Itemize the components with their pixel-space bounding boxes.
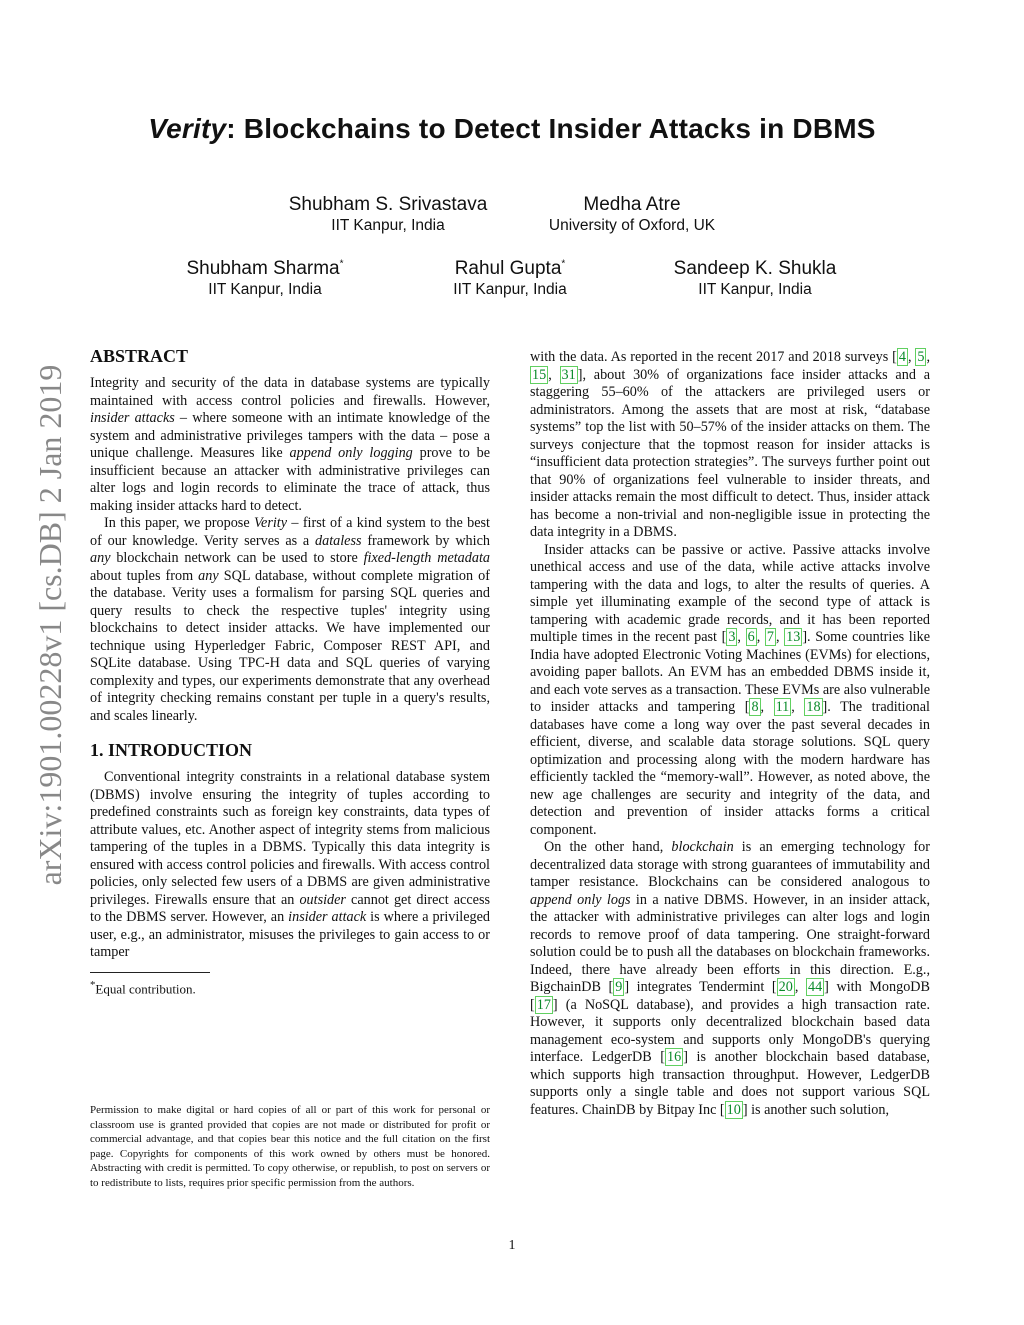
right-column (530, 349, 930, 1119)
author-block (160, 258, 370, 299)
title-italic: Verity (148, 113, 227, 144)
abstract-paragraph-1: Integrity and security of the data in database systems are typically maintained with access control policies and firewalls. However, insider attacks – where someone with an intimate knowledge of the system and administrative privileges tampers with the data – pose a unique challenge. Measures like append only logging prove to be insufficient because an attacker with administrative privileges can alter logs and login records to eliminate the trace of attack, thus making insider attacks hard to detect. (90, 375, 491, 514)
equal-contribution-mark: * (339, 258, 344, 270)
introduction-heading: 1. INTRODUCTION (90, 740, 253, 760)
author-affiliation: IIT Kanpur, India (208, 280, 322, 298)
author-affiliation: IIT Kanpur, India (331, 216, 445, 234)
footnote: *Equal contribution. (90, 978, 196, 996)
author-affiliation: IIT Kanpur, India (453, 280, 567, 298)
author-affiliation: IIT Kanpur, India (698, 280, 812, 298)
citation-link[interactable]: 9 (615, 979, 623, 995)
citation-link[interactable]: 31 (561, 366, 576, 383)
right-paragraph-2: Insider attacks can be passive or active. Passive attacks involve unethical access and use of the data, while active attacks involve tampering with the data and logs, to alter the results of queries. A simple yet illuminating example of the second type of attack is tampering with academic grade records, and it has been reported multiple times in the recent past [ 3 , 6 , 7 , 13 ]. Some countries like India have adopted Electronic Voting Machines (EVMs) for elections, avoiding paper ballots. An EVM has an embedded DBMS inside it, and each vote serves as a transaction. These EVMs are also vulnerable to insider attacks and tampering [ 8 , 11 , 18 ]. The traditional databases have come a long way over the past several decades in efficient, diverse, and scalable data storage solutions. SQL query optimization and processing along with the modern hardware has efficiently tackled the “memory-wall”. However, as noted above, the new age challenges are security and integrity of the data, and detection and prevention of insider attacks forms a critical component. (530, 541, 931, 838)
author-name: Shubham S. Srivastava (288, 194, 488, 215)
author-block (268, 194, 508, 235)
citation-link[interactable]: 13 (786, 629, 801, 645)
abstract-paragraph-2: In this paper, we propose Verity – first of a kind system to the best of our knowledge. Verity serves as a dataless framework by which any blockchain network can be used to store fixed-length metadata about tuples from any SQL database, without complete migration of the database. Verity uses a formalism for parsing SQL queries and query results to check the respective tuples' integrity using blockchains to detect insider attacks. We have implemented our technique using Hyperledger Fabric, Composer REST API, and SQLite database. Using TPC-H data and SQL queries of varying complexity and types, our experiments demonstrate that any overhead of integrity checking remains constant per tuple in a query's results, and scales linearly. (90, 515, 491, 724)
citation-link[interactable]: 3 (728, 629, 736, 645)
title-rest: : Blockchains to Detect Insider Attacks in DBMS (226, 113, 876, 144)
citation-link[interactable]: 16 (667, 1049, 682, 1065)
footnote-rule (90, 972, 210, 973)
author-block (420, 258, 600, 299)
citation-link[interactable]: 15 (532, 366, 547, 383)
author-name: Rahul Gupta (454, 258, 562, 279)
author-block (522, 194, 742, 235)
intro-paragraph-1: Conventional integrity constraints in a relational database system (DBMS) involve ensuring the integrity of tuples according to predefined constraints such as foreign key constraints, data types of attribute values, etc. Another aspect of integrity stems from malicious tampering of the tuples in a DBMS. Typically this data integrity is ensured with access control policies and firewalls. With access control policies, only selected few users of a DBMS are given administrative privileges. Firewalls ensure that an outsider cannot get direct access to the DBMS server. However, an insider attack is where a privileged user, e.g., an administrator, misuses the privileges to gain access to or tamper (90, 769, 491, 960)
author-block (650, 258, 860, 299)
citation-link[interactable]: 4 (898, 349, 906, 365)
citation-link[interactable]: 17 (536, 996, 551, 1013)
abstract-heading: ABSTRACT (90, 346, 189, 366)
citation-link[interactable]: 8 (751, 699, 759, 715)
author-name: Sandeep K. Shukla (673, 258, 837, 279)
citation-link[interactable]: 6 (747, 629, 755, 645)
equal-contribution-mark: * (561, 258, 566, 270)
left-column (90, 345, 490, 997)
page-number: 1 (508, 1238, 516, 1253)
author-name: Shubham Sharma (186, 258, 340, 279)
right-paragraph-1: with the data. As reported in the recent 2017 and 2018 surveys [ 4 , 5 , 15 , 31 ], about 30% of organizations face insider attacks and a staggering 55–60% of the attackers are privileged users or administrators. Among the assets that are most at risk, “database systems” top the list with 50–57% of the insider attacks on them. The surveys conjecture that the topmost reason for insider attacks is “insufficient data protection strategies”. The surveys further point out that 90% of organizations feel vulnerable to insider threats, and insider attacks remain the most difficult to detect. Thus, insider attack has become a non-trivial and non-negligible issue in protecting the data integrity in a DBMS. (530, 349, 931, 540)
right-paragraph-3: On the other hand, blockchain is an emerging technology for decentralized data storage with strong guarantees of immutability and tamper resistance. Blockchains can be considered analogous to append only logs in a native DBMS. However, in an insider attack, the attacker with administrative privileges can alter logs and login records to remove proof of data tampering. One straight-forward solution could be to push all the databases on blockchain frameworks. Indeed, there have already been efforts in this direction. E.g., BigchainDB [ 9 ] integrates Tendermint [ 20 , 44 ] with MongoDB [ 17 ] (a NoSQL database), and provides a high transaction rate. However, it supports only decentralized blockchain based data management eco-system and supports only MongoDB's querying interface. LedgerDB [ 16 ] is another blockchain based database, which supports high transaction throughput. However, LedgerDB supports only a single table and does not support various SQL features. ChainDB by Bitpay Inc [ 10 ] is another such solution, (530, 839, 931, 1118)
paper-title (0, 113, 1024, 145)
author-affiliation: University of Oxford, UK (548, 216, 716, 234)
citation-link[interactable]: 44 (807, 979, 823, 995)
citation-link[interactable]: 5 (917, 349, 925, 365)
citation-link[interactable]: 20 (778, 979, 793, 995)
permission-notice: Permission to make digital or hard copies of all or part of this work for personal or classroom use is granted provided that copies are not made or distributed for profit or commercial advantage, and that copies bear this notice and the full citation on the first page. Copyrights for components of this work owned by others must be honored. Abstracting with credit is permitted. To copy otherwise, or republish, to post on servers or to redistribute to lists, requires prior specific permission from the authors. (90, 1104, 490, 1189)
arxiv-stamp: arXiv:1901.00228v1 [cs.DB] 2 Jan 2019 (32, 364, 68, 886)
author-name: Medha Atre (583, 194, 681, 215)
citation-link[interactable]: 11 (775, 699, 790, 715)
citation-link[interactable]: 7 (766, 629, 774, 645)
citation-link[interactable]: 18 (806, 699, 821, 715)
citation-link[interactable]: 10 (726, 1101, 741, 1118)
